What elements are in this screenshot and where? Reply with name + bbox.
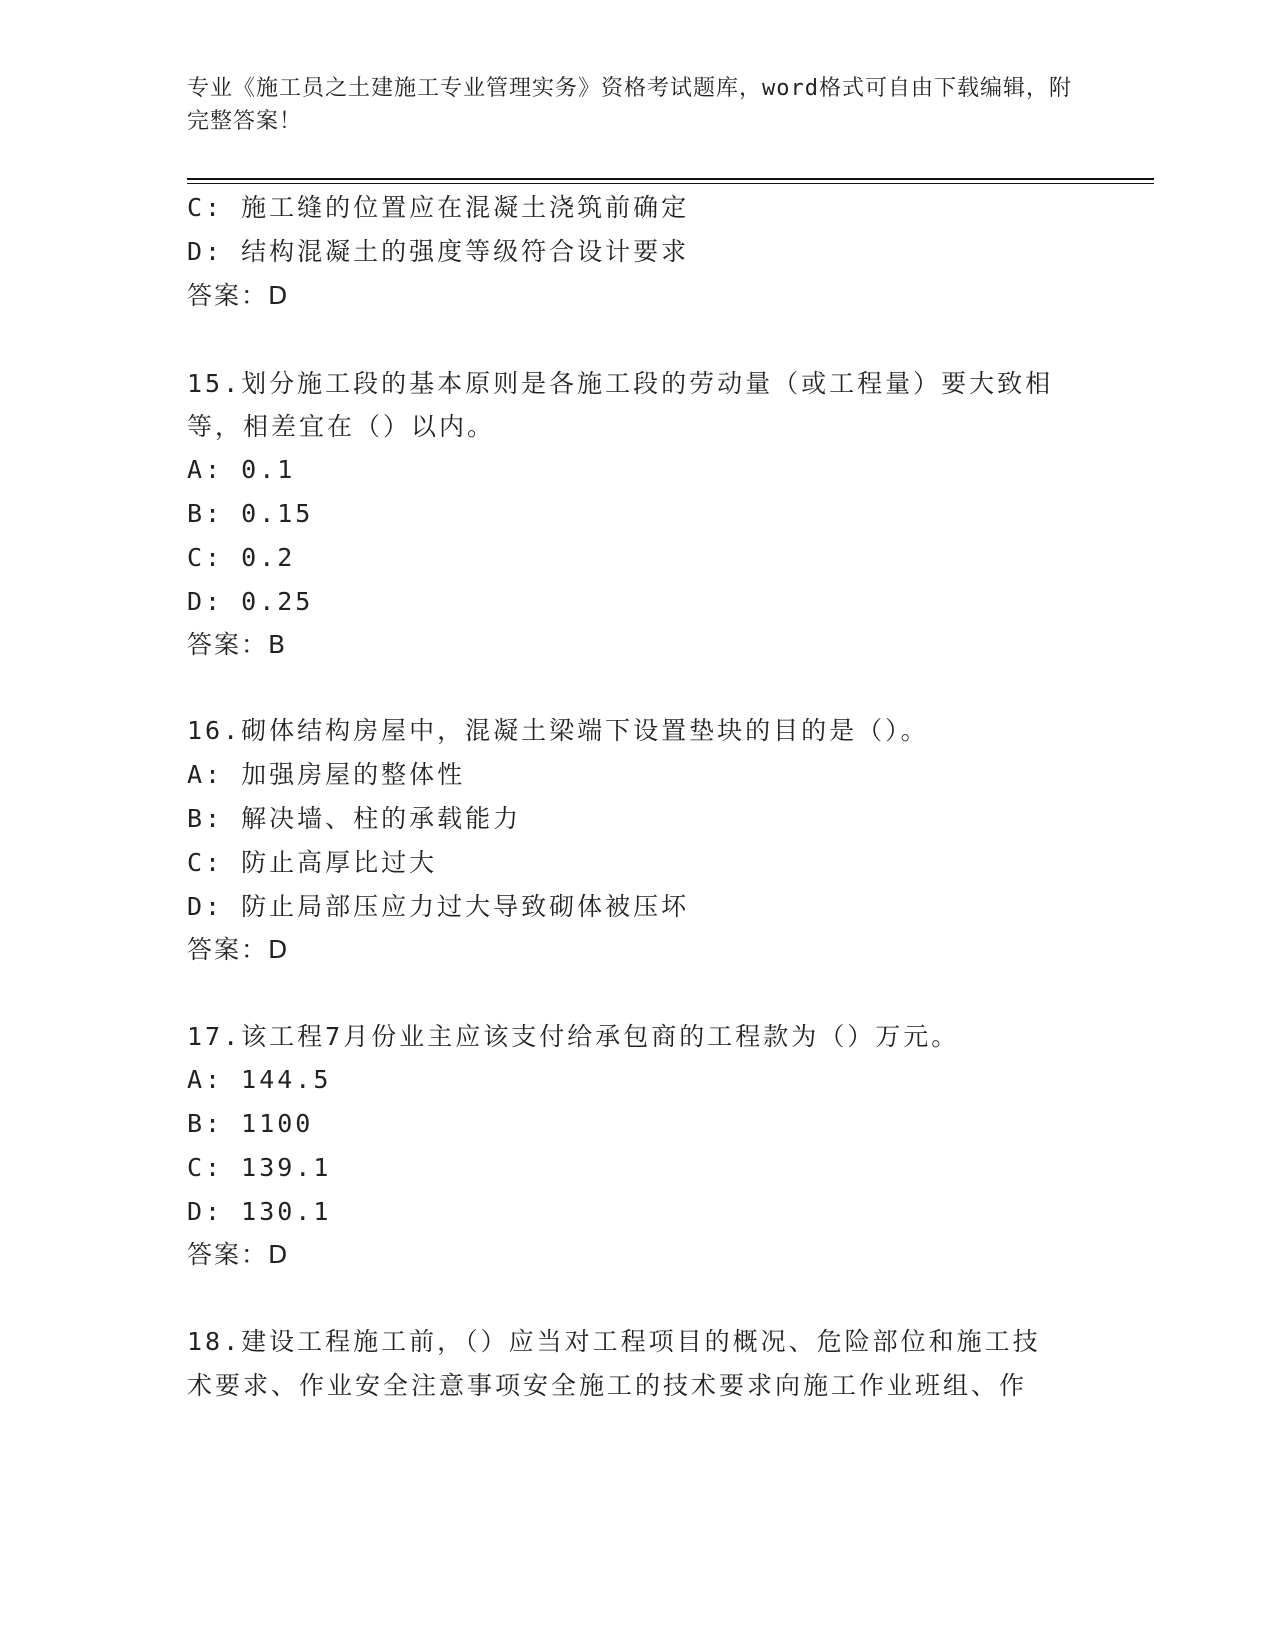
q18-stem-line2: 术要求、作业安全注意事项安全施工的技术要求向施工作业班组、作 (187, 1371, 1028, 1400)
q15-stem-line2: 等，相差宜在（）以内。 (187, 412, 496, 441)
q16-answer: 答案：D (187, 935, 290, 964)
q18-stem-line1: 18.建设工程施工前，（）应当对工程项目的概况、危险部位和施工技 (187, 1327, 1041, 1356)
q15-option-d: D: 0.25 (187, 587, 314, 616)
q15-stem-line1: 15.划分施工段的基本原则是各施工段的劳动量（或工程量）要大致相 (187, 369, 1054, 398)
q16-option-d: D: 防止局部压应力过大导致砌体被压坏 (187, 892, 690, 921)
header-divider-thin (187, 183, 1154, 184)
q14-option-d: D: 结构混凝土的强度等级符合设计要求 (187, 237, 690, 266)
q17-option-d: D: 130.1 (187, 1197, 332, 1226)
q16-option-c: C: 防止高厚比过大 (187, 848, 438, 877)
q14-answer: 答案：D (187, 281, 290, 310)
document-header: 专业《施工员之土建施工专业管理实务》资格考试题库，word格式可自由下载编辑，附完整答案！ (187, 76, 1072, 134)
q17-option-a: A: 144.5 (187, 1065, 332, 1094)
q17-stem: 17.该工程7月份业主应该支付给承包商的工程款为（）万元。 (187, 1022, 960, 1051)
q15-option-b: B: 0.15 (187, 499, 314, 528)
q15-answer: 答案：B (187, 630, 288, 659)
q17-option-b: B: 1100 (187, 1109, 314, 1138)
q14-option-c: C: 施工缝的位置应在混凝土浇筑前确定 (187, 193, 690, 222)
q15-option-c: C: 0.2 (187, 543, 296, 572)
q17-option-c: C: 139.1 (187, 1153, 332, 1182)
header-divider-thick (187, 178, 1154, 180)
q16-stem: 16.砌体结构房屋中，混凝土梁端下设置垫块的目的是（）。 (187, 716, 929, 745)
q16-option-b: B: 解决墙、柱的承载能力 (187, 804, 522, 833)
q15-option-a: A: 0.1 (187, 455, 296, 484)
q17-answer: 答案：D (187, 1240, 290, 1269)
q16-option-a: A: 加强房屋的整体性 (187, 760, 466, 789)
